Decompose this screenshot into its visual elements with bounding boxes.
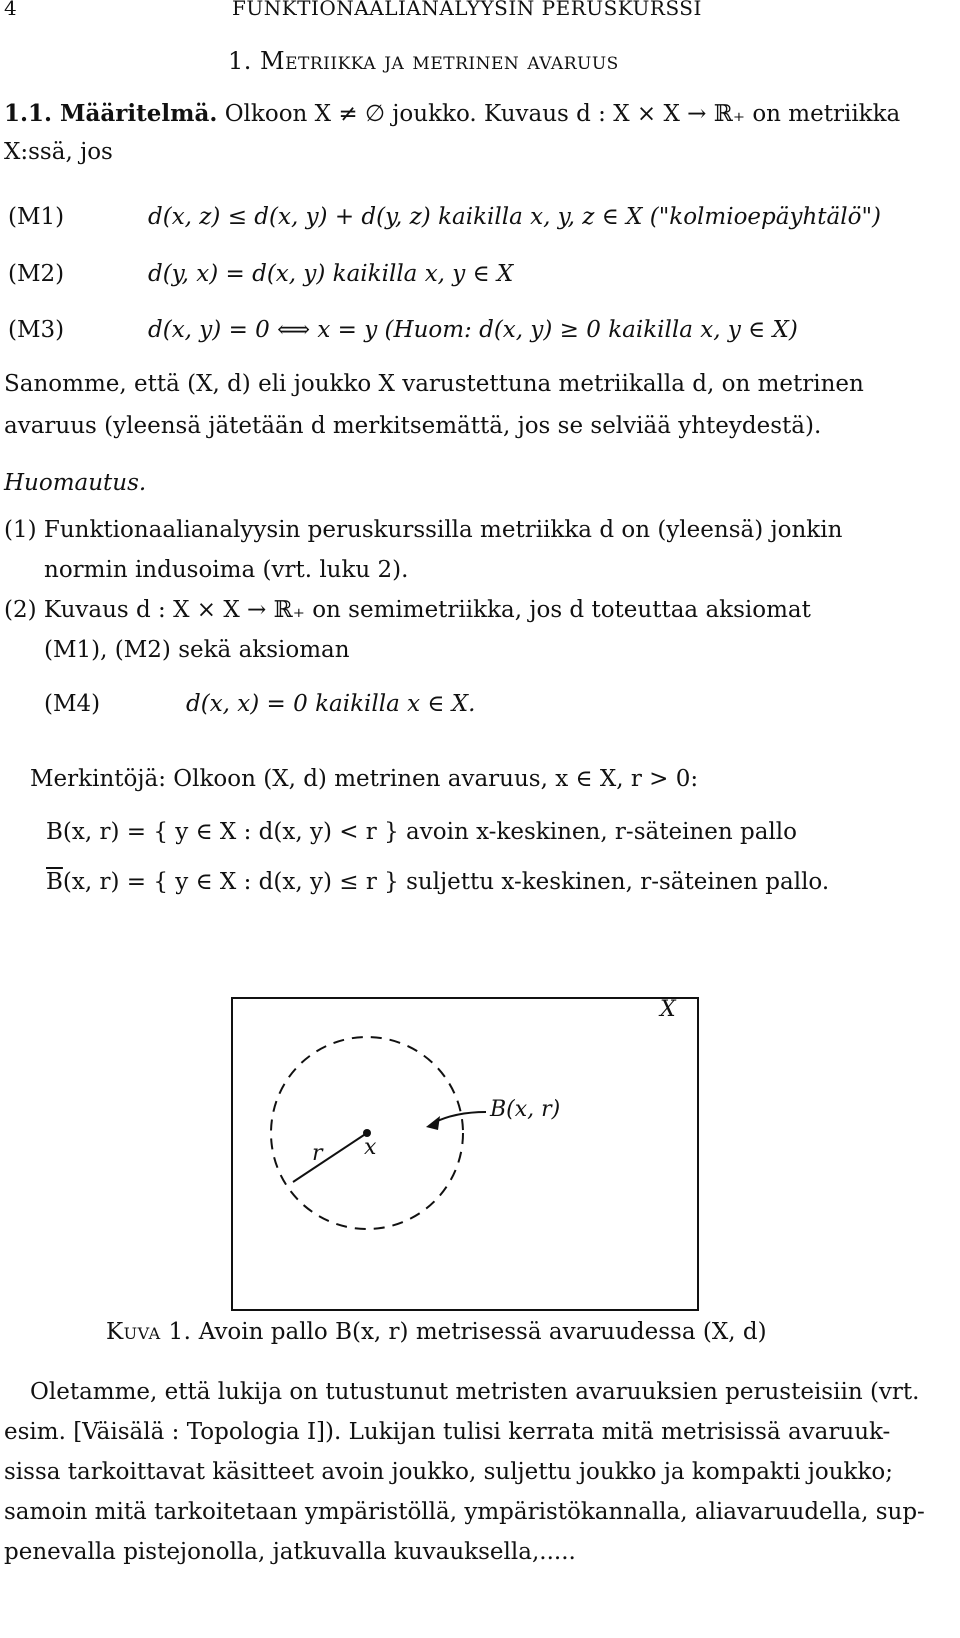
remark-item-1b: normin indusoima (vrt. luku 2). <box>44 557 409 583</box>
ball-label: B(x, r) <box>490 1097 561 1122</box>
axiom-tag-m1: (M1) <box>8 204 65 230</box>
definition-after-2: avaruus (yleensä jätetään d merkitsemättä, jos se selviää yhteydestä). <box>4 413 822 439</box>
axiom-m2: d(y, x) = d(x, y) kaikilla x, y ∈ X <box>148 261 514 287</box>
open-ball-definition: B(x, r) = { y ∈ X : d(x, y) < r } avoin x-keskinen, r-säteinen pallo <box>46 819 797 845</box>
axiom-tag-m4: (M4) <box>44 691 101 717</box>
definition-text: Olkoon X ≠ ∅ joukko. Kuvaus d : X × X → ℝ₊ on metriikka <box>224 101 901 127</box>
closing-line-1: Oletamme, että lukija on tutustunut metristen avaruuksien perusteisiin (vrt. <box>30 1379 920 1405</box>
remark-item-2b: (M1), (M2) sekä aksioman <box>44 637 350 663</box>
remark-label: Huomautus. <box>4 470 147 496</box>
closing-line-5: penevalla pistejonolla, jatkuvalla kuvauksella,..... <box>4 1539 576 1565</box>
axiom-m3: d(x, y) = 0 ⟺ x = y (Huom: d(x, y) ≥ 0 kaikilla x, y ∈ X) <box>148 317 798 343</box>
center-label: x <box>364 1135 377 1160</box>
definition-after-1: Sanomme, että (X, d) eli joukko X varustettuna metriikalla d, on metrinen <box>4 371 864 397</box>
closing-line-3: sissa tarkoittavat käsitteet avoin joukko, suljettu joukko ja kompakti joukko; <box>4 1459 894 1485</box>
page-number: 4 <box>4 0 17 20</box>
space-rectangle <box>232 998 698 1310</box>
pointer-arrow <box>433 1112 486 1123</box>
axiom-m4: d(x, x) = 0 kaikilla x ∈ X. <box>186 691 476 717</box>
remark-item-1a: (1) Funktionaalianalyysin peruskurssilla metriikka d on (yleensä) jonkin <box>4 517 843 543</box>
notation-intro: Merkintöjä: Olkoon (X, d) metrinen avaruus, x ∈ X, r > 0: <box>30 766 699 792</box>
radius-label: r <box>312 1141 323 1166</box>
axiom-tag-m3: (M3) <box>8 317 65 343</box>
space-label: X <box>660 997 676 1022</box>
closing-line-2: esim. [Väisälä : Topologia I]). Lukijan tulisi kerrata mitä metrisissä avaruuk- <box>4 1419 891 1445</box>
figure-caption <box>106 1318 767 1347</box>
definition-label: 1.1. Määritelmä. <box>4 100 218 127</box>
axiom-m1: d(x, z) ≤ d(x, y) + d(y, z) kaikilla x, y, z ∈ X ("kolmioepäyhtälö") <box>148 204 881 230</box>
caption-label: Kuva 1. <box>106 1319 192 1345</box>
definition-line-2: X:ssä, jos <box>4 139 113 165</box>
remark-item-2a: (2) Kuvaus d : X × X → ℝ₊ on semimetriikka, jos d toteuttaa aksiomat <box>4 597 811 623</box>
caption-text: Avoin pallo B(x, r) metrisessä avaruudessa (X, d) <box>198 1319 767 1345</box>
closed-ball-symbol: $\overline{B}$ <box>46 869 63 895</box>
pointer-arrowhead <box>426 1116 440 1130</box>
section-title: 1. Metriikka ja metrinen avaruus <box>228 47 619 75</box>
axiom-tag-m2: (M2) <box>8 261 65 287</box>
closed-ball-definition: $\overline{B}(x$, r) = { y ∈ X : d(x, y) ≤ r } suljettu x-keskinen, r-säteinen pallo. <box>46 869 830 895</box>
closing-line-4: samoin mitä tarkoitetaan ympäristöllä, ympäristökannalla, aliavaruudella, sup- <box>4 1499 925 1525</box>
running-title: FUNKTIONAALIANALYYSIN PERUSKURSSI <box>232 0 702 20</box>
radius-line <box>293 1133 367 1182</box>
